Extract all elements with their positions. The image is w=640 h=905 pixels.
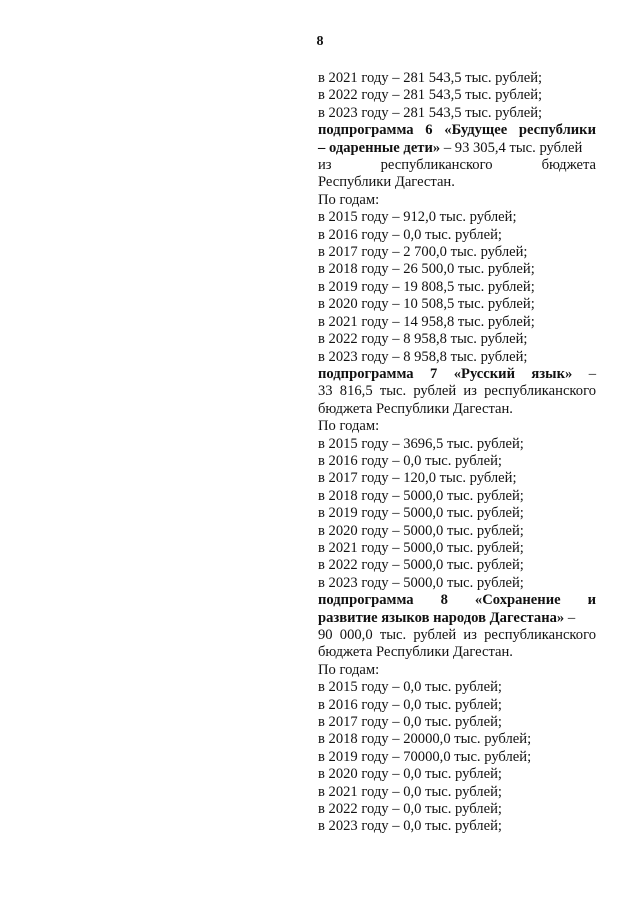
line-text: в 2020 году – 0,0 тыс. рублей; xyxy=(318,766,502,783)
text-line xyxy=(318,418,596,435)
line-text: в 2023 году – 5000,0 тыс. рублей; xyxy=(318,574,524,591)
text-line xyxy=(318,140,596,157)
text-line xyxy=(318,227,596,244)
line-text: в 2023 году – 0,0 тыс. рублей; xyxy=(318,818,502,835)
text-line xyxy=(318,749,596,766)
line-text: в 2023 году – 281 543,5 тыс. рублей; xyxy=(318,104,543,121)
line-text: в 2021 году – 14 958,8 тыс. рублей; xyxy=(318,313,535,330)
line-text: в 2017 году – 2 700,0 тыс. рублей; xyxy=(318,244,528,261)
text-line xyxy=(318,697,596,714)
text-line xyxy=(318,801,596,818)
line-text: в 2015 году – 912,0 тыс. рублей; xyxy=(318,209,517,226)
text-line xyxy=(318,279,596,296)
line-text: в 2018 году – 20000,0 тыс. рублей; xyxy=(318,731,532,748)
line-text: в 2022 году – 8 958,8 тыс. рублей; xyxy=(318,331,528,348)
text-line xyxy=(318,261,596,278)
text-line xyxy=(318,731,596,748)
text-line xyxy=(318,331,596,348)
line-text: По годам: xyxy=(318,418,380,435)
text-line xyxy=(318,644,596,661)
line-text: в 2019 году – 70000,0 тыс. рублей; xyxy=(318,748,532,765)
line-text: 90 000,0 тыс. рублей из республиканского xyxy=(318,627,596,643)
text-line xyxy=(318,818,596,835)
line-text: в 2021 году – 0,0 тыс. рублей; xyxy=(318,783,502,800)
line-text: в 2016 году – 0,0 тыс. рублей; xyxy=(318,452,502,469)
line-text: в 2021 году – 281 543,5 тыс. рублей; xyxy=(318,70,543,86)
line-text: Республики Дагестан. xyxy=(318,174,455,191)
line-text: из республиканского бюджета xyxy=(318,157,596,174)
line-text: в 2016 году – 0,0 тыс. рублей; xyxy=(318,226,502,243)
text-line xyxy=(318,714,596,731)
text-line xyxy=(318,105,596,122)
text-line xyxy=(318,122,596,139)
line-text: в 2017 году – 0,0 тыс. рублей; xyxy=(318,714,502,731)
text-line xyxy=(318,436,596,453)
line-text: в 2016 году – 0,0 тыс. рублей; xyxy=(318,696,502,713)
text-line xyxy=(318,592,596,609)
line-text: По годам: xyxy=(318,191,380,208)
line-text: 33 816,5 тыс. рублей из республиканского xyxy=(318,383,596,400)
text-line xyxy=(318,470,596,487)
line-text: в 2019 году – 19 808,5 тыс. рублей; xyxy=(318,278,535,295)
text-line xyxy=(318,505,596,522)
text-line xyxy=(318,70,596,87)
line-text: – xyxy=(564,609,576,626)
bold-text: подпрограмма 7 «Русский язык» xyxy=(318,365,573,382)
bold-text: – одаренные дети» xyxy=(318,139,441,156)
text-line xyxy=(318,627,596,644)
text-line xyxy=(318,575,596,592)
line-text: в 2018 году – 5000,0 тыс. рублей; xyxy=(318,487,524,504)
line-text: в 2017 году – 120,0 тыс. рублей; xyxy=(318,470,517,487)
text-line xyxy=(318,679,596,696)
line-text: в 2023 году – 8 958,8 тыс. рублей; xyxy=(318,348,528,365)
text-line xyxy=(318,610,596,627)
text-line xyxy=(318,366,596,383)
line-text: в 2015 году – 3696,5 тыс. рублей; xyxy=(318,435,524,452)
line-text: в 2022 году – 0,0 тыс. рублей; xyxy=(318,801,502,818)
line-text: в 2021 году – 5000,0 тыс. рублей; xyxy=(318,539,524,556)
line-text: – 93 305,4 тыс. рублей xyxy=(440,139,583,156)
line-text: в 2022 году – 281 543,5 тыс. рублей; xyxy=(318,87,543,104)
text-line xyxy=(318,401,596,418)
text-line xyxy=(318,296,596,313)
line-text: в 2020 году – 5000,0 тыс. рублей; xyxy=(318,522,524,539)
page-number: 8 xyxy=(316,34,324,49)
bold-text: подпрограмма 8 «Сохранение и xyxy=(318,592,596,609)
text-line xyxy=(318,174,596,191)
text-line xyxy=(318,192,596,209)
text-line xyxy=(318,157,596,174)
text-line xyxy=(318,662,596,679)
text-line xyxy=(318,557,596,574)
line-text: в 2015 году – 0,0 тыс. рублей; xyxy=(318,679,502,696)
text-line xyxy=(318,784,596,801)
line-text: бюджета Республики Дагестан. xyxy=(318,400,513,417)
text-line xyxy=(318,540,596,557)
document-body xyxy=(318,70,596,836)
line-text: – xyxy=(572,365,596,382)
line-text: в 2022 году – 5000,0 тыс. рублей; xyxy=(318,557,524,574)
line-text: в 2018 году – 26 500,0 тыс. рублей; xyxy=(318,261,535,278)
text-line xyxy=(318,453,596,470)
text-line xyxy=(318,209,596,226)
text-line xyxy=(318,349,596,366)
text-line xyxy=(318,314,596,331)
text-line xyxy=(318,488,596,505)
line-text: в 2019 году – 5000,0 тыс. рублей; xyxy=(318,505,524,522)
bold-text: развитие языков народов Дагестана» xyxy=(318,609,565,626)
line-text: бюджета Республики Дагестан. xyxy=(318,644,513,661)
text-line xyxy=(318,766,596,783)
text-line xyxy=(318,523,596,540)
text-line xyxy=(318,244,596,261)
text-line xyxy=(318,87,596,104)
bold-text: подпрограмма 6 «Будущее республики xyxy=(318,122,596,139)
line-text: в 2020 году – 10 508,5 тыс. рублей; xyxy=(318,296,535,313)
text-line xyxy=(318,383,596,400)
line-text: По годам: xyxy=(318,661,380,678)
